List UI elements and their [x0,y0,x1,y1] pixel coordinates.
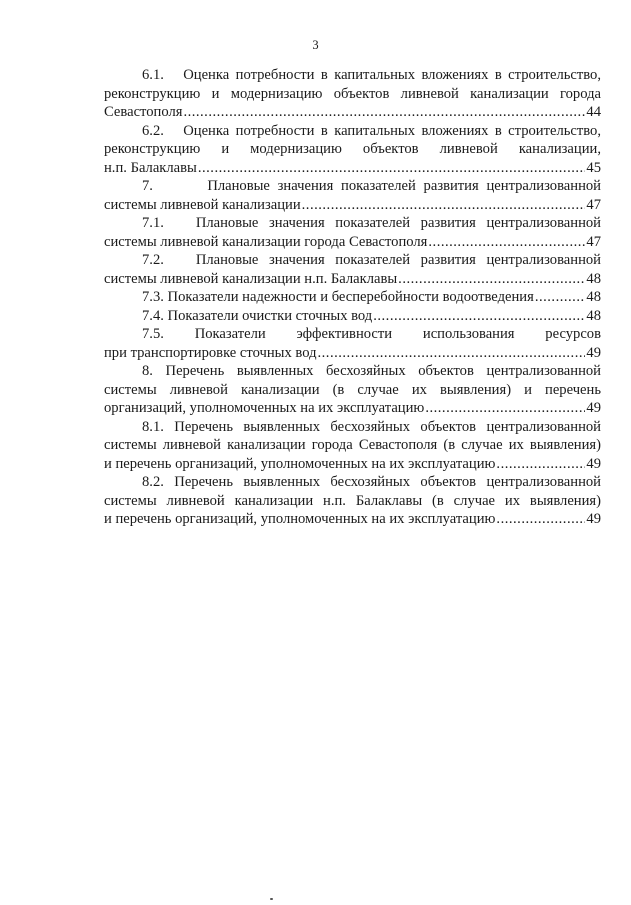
toc-page-number: 49 [586,400,601,416]
dot-leader [496,455,585,474]
toc-entry-last-line [104,103,601,122]
toc-page-number: 49 [586,344,601,361]
dot-leader [425,399,585,418]
toc-entry-title: системы ливневой канализации н.п. Балаклавы [104,270,398,287]
toc-page-number: 48 [586,307,601,324]
toc-entry[interactable] [104,214,601,251]
toc-entry-line: системы ливневой канализации (в случае их выявления) и перечень [104,381,601,398]
toc-entry-title: и перечень организаций, уполномоченных на их эксплуатацию [104,511,496,527]
toc-entry-line: системы ливневой канализации города Севастополя (в случае их выявления) [104,437,601,453]
toc-entry[interactable] [104,307,601,326]
toc-entry-last-line [104,159,601,178]
toc-entry-line: 6.1. Оценка потребности в капитальных вложениях в строительство, [142,67,601,83]
toc-entry-last-line [104,196,601,215]
table-of-contents [104,66,601,529]
toc-page-number: 48 [586,289,601,305]
toc-entry-title: Севастополя [104,104,183,120]
dot-leader [183,103,585,122]
toc-page-number: 47 [586,196,601,213]
toc-entry-last-line [104,510,601,529]
toc-entry[interactable] [104,122,601,178]
toc-entry-line: реконструкцию и модернизацию объектов ливневой канализации города [104,85,601,102]
toc-page-number: 47 [586,233,601,250]
toc-entry-last-line [104,288,601,307]
toc-entry-line: 7. Плановые значения показателей развития централизованной [142,178,601,194]
toc-entry-last-line [104,455,601,474]
toc-entry-line: 7.1. Плановые значения показателей развития централизованной [142,215,601,231]
toc-page-number: 48 [586,270,601,287]
toc-entry-title: организаций, уполномоченных на их эксплуатацию [104,400,425,416]
dot-leader [496,510,585,529]
toc-page-number: 49 [586,511,601,527]
scan-mark [270,898,273,900]
toc-entry[interactable] [104,66,601,122]
page-number: 3 [312,38,319,52]
toc-entry[interactable] [104,473,601,529]
toc-entry-title: и перечень организаций, уполномоченных на их эксплуатацию [104,455,496,472]
toc-entry-line: 6.2. Оценка потребности в капитальных вложениях в строительство, [142,122,601,139]
dot-leader [302,196,586,215]
toc-entry[interactable] [104,325,601,362]
toc-entry-line: системы ливневой канализации н.п. Балаклавы (в случае их выявления) [104,492,601,509]
toc-entry[interactable] [104,177,601,214]
dot-leader [318,344,586,363]
toc-entry-last-line [104,233,601,252]
toc-entry-last-line [104,399,601,418]
toc-page-number: 49 [586,455,601,472]
toc-entry-last-line [104,344,601,363]
toc-entry-title: н.п. Балаклавы [104,159,197,176]
toc-entry-line: 8.2. Перечень выявленных бесхозяйных объектов централизованной [142,474,601,490]
dot-leader [428,233,585,252]
toc-entry-title: 7.4. Показатели очистки сточных вод [142,307,373,324]
toc-page-number: 44 [586,104,601,120]
toc-entry[interactable] [104,251,601,288]
toc-entry-line: реконструкцию и модернизацию объектов ливневой канализации, [104,141,601,157]
toc-entry-line: 8.1. Перечень выявленных бесхозяйных объектов централизованной [142,418,601,435]
toc-entry-title: системы ливневой канализации [104,196,301,213]
toc-page-number: 45 [586,159,601,176]
toc-entry-title: при транспортировке сточных вод [104,344,317,361]
dot-leader [535,288,586,307]
toc-entry-last-line [104,307,601,326]
toc-entry-line: 7.5. Показатели эффективности использования ресурсов [142,326,601,342]
dot-leader [398,270,585,289]
toc-entry-title: системы ливневой канализации города Севастополя [104,233,428,250]
toc-entry[interactable] [104,288,601,307]
dot-leader [373,307,585,326]
toc-entry[interactable] [104,362,601,418]
toc-entry-line: 8. Перечень выявленных бесхозяйных объектов централизованной [142,363,601,379]
toc-entry-line: 7.2. Плановые значения показателей развития централизованной [142,252,601,268]
toc-entry-last-line [104,270,601,289]
toc-entry[interactable] [104,418,601,474]
dot-leader [198,159,586,178]
toc-entry-title: 7.3. Показатели надежности и бесперебойности водоотведения [142,289,534,305]
